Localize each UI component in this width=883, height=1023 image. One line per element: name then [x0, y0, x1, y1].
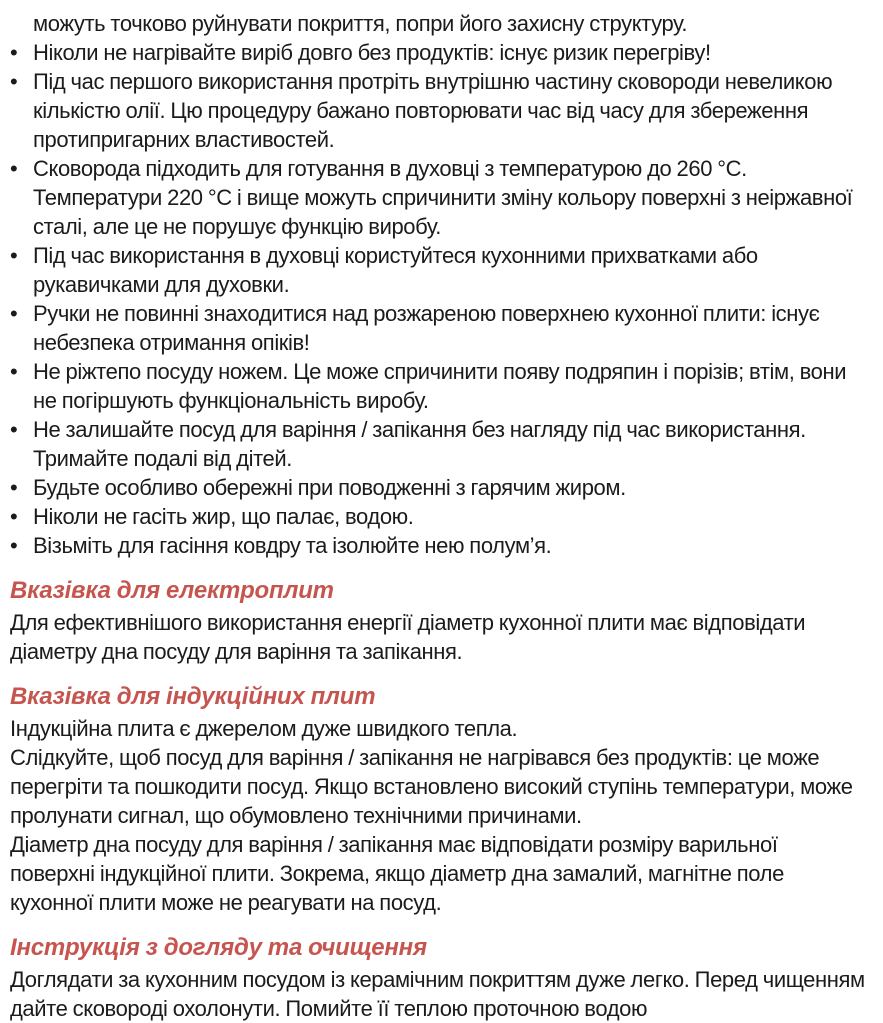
list-item	[10, 502, 865, 531]
list-item	[10, 531, 865, 560]
bullet-icon: •	[10, 475, 18, 500]
section-heading-care-cleaning: Інструкція з догляду та очищення	[10, 934, 427, 961]
list-item	[10, 415, 865, 473]
section-paragraph: Слідкуйте, щоб посуд для варіння / запікання не нагрівався без продуктів: це може перегріти та пошкодити посуд. Якщо встановлено високий ступінь температури, може пролунати сигнал, що обумовлено технічними причинами.	[10, 745, 853, 828]
list-item	[10, 154, 865, 241]
list-item	[10, 241, 865, 299]
list-item-text: Ніколи не гасіть жир, що палає, водою.	[33, 504, 414, 529]
continuation-line: можуть точково руйнувати покриття, попри його захисну структуру.	[33, 11, 688, 36]
bullet-icon: •	[10, 243, 18, 268]
section-induction-stoves	[10, 683, 865, 917]
list-item-text: Будьте особливо обережні при поводженні з гарячим жиром.	[33, 475, 626, 500]
list-item	[10, 67, 865, 154]
section-paragraph: Індукційна плита є джерелом дуже швидкого тепла.	[10, 716, 518, 741]
list-item-text: Під час першого використання протріть внутрішню частину сковороди невеликою кількістю олії. Цю процедуру бажано повторювати час від часу для збереження протипригарних властивостей.	[33, 69, 833, 152]
list-item-text: Ручки не повинні знаходитися над розжареною поверхнею кухонної плити: існує небезпека отримання опіків!	[33, 301, 820, 355]
list-item-text: Ніколи не нагрівайте виріб довго без продуктів: існує ризик перегріву!	[33, 40, 711, 65]
section-paragraph: Діаметр дна посуду для варіння / запікання має відповідати розміру варильної поверхні індукційної плити. Зокрема, якщо діаметр дна замалий, магнітне поле кухонної плити може не реагувати на посуд.	[10, 832, 784, 915]
list-item-text: Сковорода підходить для готування в духовці з температурою до 260 °C. Температури 220 °C і вище можуть спричинити зміну кольору поверхні з неіржавної сталі, але це не порушує функцію виробу.	[33, 156, 853, 239]
section-care-cleaning	[10, 934, 865, 1023]
list-item	[10, 299, 865, 357]
safety-bullet-list	[10, 38, 865, 560]
section-paragraph: Доглядати за кухонним посудом із керамічним покриттям дуже легко. Перед чищенням дайте сковороді охолонути. Помийте її теплою проточною водою	[10, 967, 865, 1021]
list-item	[10, 473, 865, 502]
section-paragraph: Для ефективнішого використання енергії діаметр кухонної плити має відповідати діаметру дна посуду для варіння та запікання.	[10, 610, 806, 664]
section-heading-electric-stoves: Вказівка для електроплит	[10, 577, 334, 604]
bullet-icon: •	[10, 359, 18, 384]
section-electric-stoves	[10, 577, 865, 666]
list-item-text: Не залишайте посуд для варіння / запікання без нагляду під час використання. Тримайте подалі від дітей.	[33, 417, 806, 471]
section-heading-induction-stoves: Вказівка для індукційних плит	[10, 683, 376, 710]
bullet-icon: •	[10, 301, 18, 326]
bullet-icon: •	[10, 533, 18, 558]
list-item	[10, 357, 865, 415]
list-item-text: Під час використання в духовці користуйтеся кухонними прихватками або рукавичками для духовки.	[33, 243, 758, 297]
bullet-icon: •	[10, 417, 18, 442]
bullet-icon: •	[10, 40, 18, 65]
bullet-icon: •	[10, 156, 18, 181]
list-item	[10, 38, 865, 67]
bullet-icon: •	[10, 504, 18, 529]
list-item-text: Візьміть для гасіння ковдру та ізолюйте нею полум’я.	[33, 533, 552, 558]
list-item-text: Не ріжтепо посуду ножем. Це може спричинити появу подряпин і порізів; втім, вони не погіршують функціональність виробу.	[33, 359, 847, 413]
bullet-icon: •	[10, 69, 18, 94]
